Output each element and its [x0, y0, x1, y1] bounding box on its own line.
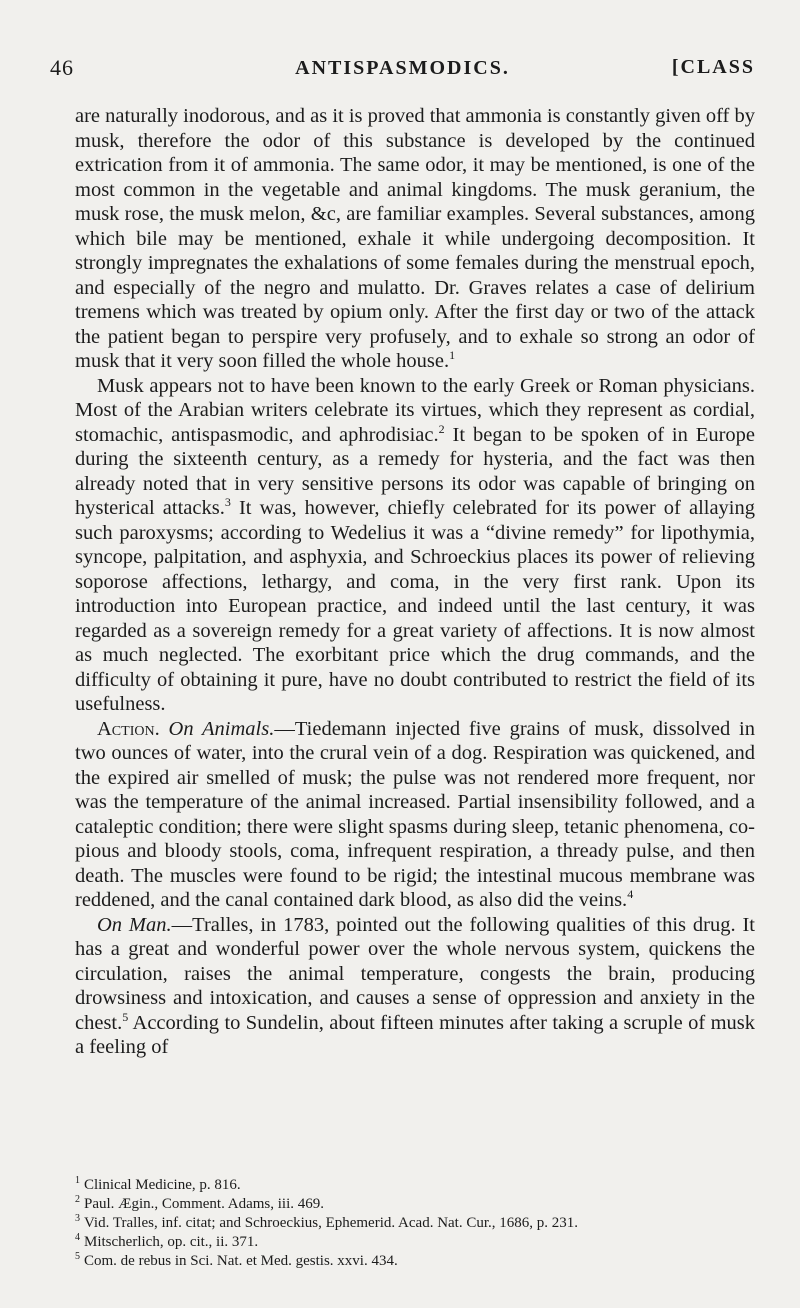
footnote: $^3$ Vid. Tralles, inf. citat; and Schroeckius, Ephemerid. Acad. Nat. Cur., 1686, p. 231.	[75, 1213, 579, 1231]
footnote-ref-5: 5	[122, 1009, 129, 1024]
subheading-on-animals: On Animals.	[168, 717, 275, 740]
footnote: $^4$ Mitscherlich, op. cit., ii. 371.	[75, 1232, 259, 1250]
section-heading-action: Action.	[97, 717, 160, 740]
running-header	[50, 55, 755, 85]
running-title: ANTISPASMODICS.	[295, 57, 510, 79]
footnote: $^5$ Com. de rebus in Sci. Nat. et Med. gestis. xxvi. 434.	[75, 1251, 398, 1269]
footnote-ref-2: 2	[438, 421, 445, 436]
paragraph-on-man: On Man.—Tralles, in 1783, pointed out the following qualities of this drug. It has a great and wonderful power over the whole nervous system, quickens the circulation, raises the animal temperature, congests the brain, producing drowsiness and intoxication, and causes a sense of oppression and anxiety in the chest.$^5$ According to Sundelin, about fifteen minutes after taking a scruple of musk a feeling of	[75, 913, 755, 1058]
footnotes	[75, 1176, 755, 1271]
subheading-on-man: On Man.	[97, 913, 172, 936]
running-section: [CLASS	[671, 56, 755, 78]
footnote-ref-1: 1	[449, 348, 456, 363]
footnote-ref-3: 3	[224, 495, 231, 510]
footnote: $^2$ Paul. Ægin., Comment. Adams, iii. 469.	[75, 1194, 325, 1212]
footnote: $^1$ Clinical Medicine, p. 816.	[75, 1175, 241, 1193]
paragraph-action: Action. On Animals.—Tiedemann injected five grains of musk, dissolved in two ounces of water, into the crural vein of a dog. Respiration was quickened, and the expired air smelled of musk; the pulse was not rendered more frequent, nor was the temperature of the animal increased. Partial insensibility followed, and a cataleptic condition; there were slight spasms during sleep, tetanic phenomena, copious and bloody stools, coma, infrequent respiration, a thready pulse, and then death. The muscles were found to be rigid; the intestinal mucous membrane was reddened, and the canal contained dark blood, as also did the veins.$^4$	[75, 717, 756, 911]
footnote-ref-4: 4	[627, 887, 634, 902]
page-number: 46	[50, 55, 74, 80]
paragraph-1: are naturally inodorous, and as it is proved that ammonia is constantly given off by musk, therefore the odor of this substance is developed by the continued extrication from it of ammonia. The same odor, it may be mentioned, is one of the most common in the vegetable and animal kingdoms. The musk geranium, the musk rose, the musk melon, &c, are familiar examples. Several substances, among which bile may be mentioned, exhale it while undergoing decomposition. It strongly impregnates the exhalations of some females during the menstrual epoch, and especially of the negro and mulatto. Dr. Graves relates a case of delirium tremens which was treated by opium only. After the first day or two of the attack the patient began to perspire very profusely, and to exhale so strong an odor of musk that it very soon filled the whole house.$^1$	[75, 105, 755, 372]
body-text	[75, 104, 755, 1060]
paragraph-2: Musk appears not to have been known to the early Greek or Roman physicians. Most of the Arabian writers celebrate its virtues, which they represent as cordial, stomachic, antispasmodic, and aphrodisiac.$^2$ It began to be spoken of in Europe during the sixteenth century, as a remedy for hysteria, and the fact was then already noted that in very sensitive persons its odor was capable of bringing on hysterical attacks.$^3$ It was, however, chiefly celebrated for its power of allaying such paroxysms; according to Wedelius it was a “divine remedy” for lipothymia, syncope, palpitation, and asphyxia, and Schroeckius places its power of relieving soporose affections, lethargy, and coma, in the very first rank. Upon its introduction into European practice, and indeed until the last century, it was regarded as a sovereign remedy for a great variety of affections. It is now almost as much neglected. The exorbitant price which the drug commands, and the difficulty of obtaining it pure, have no doubt contributed to restrict the field of its usefulness.	[75, 374, 756, 715]
